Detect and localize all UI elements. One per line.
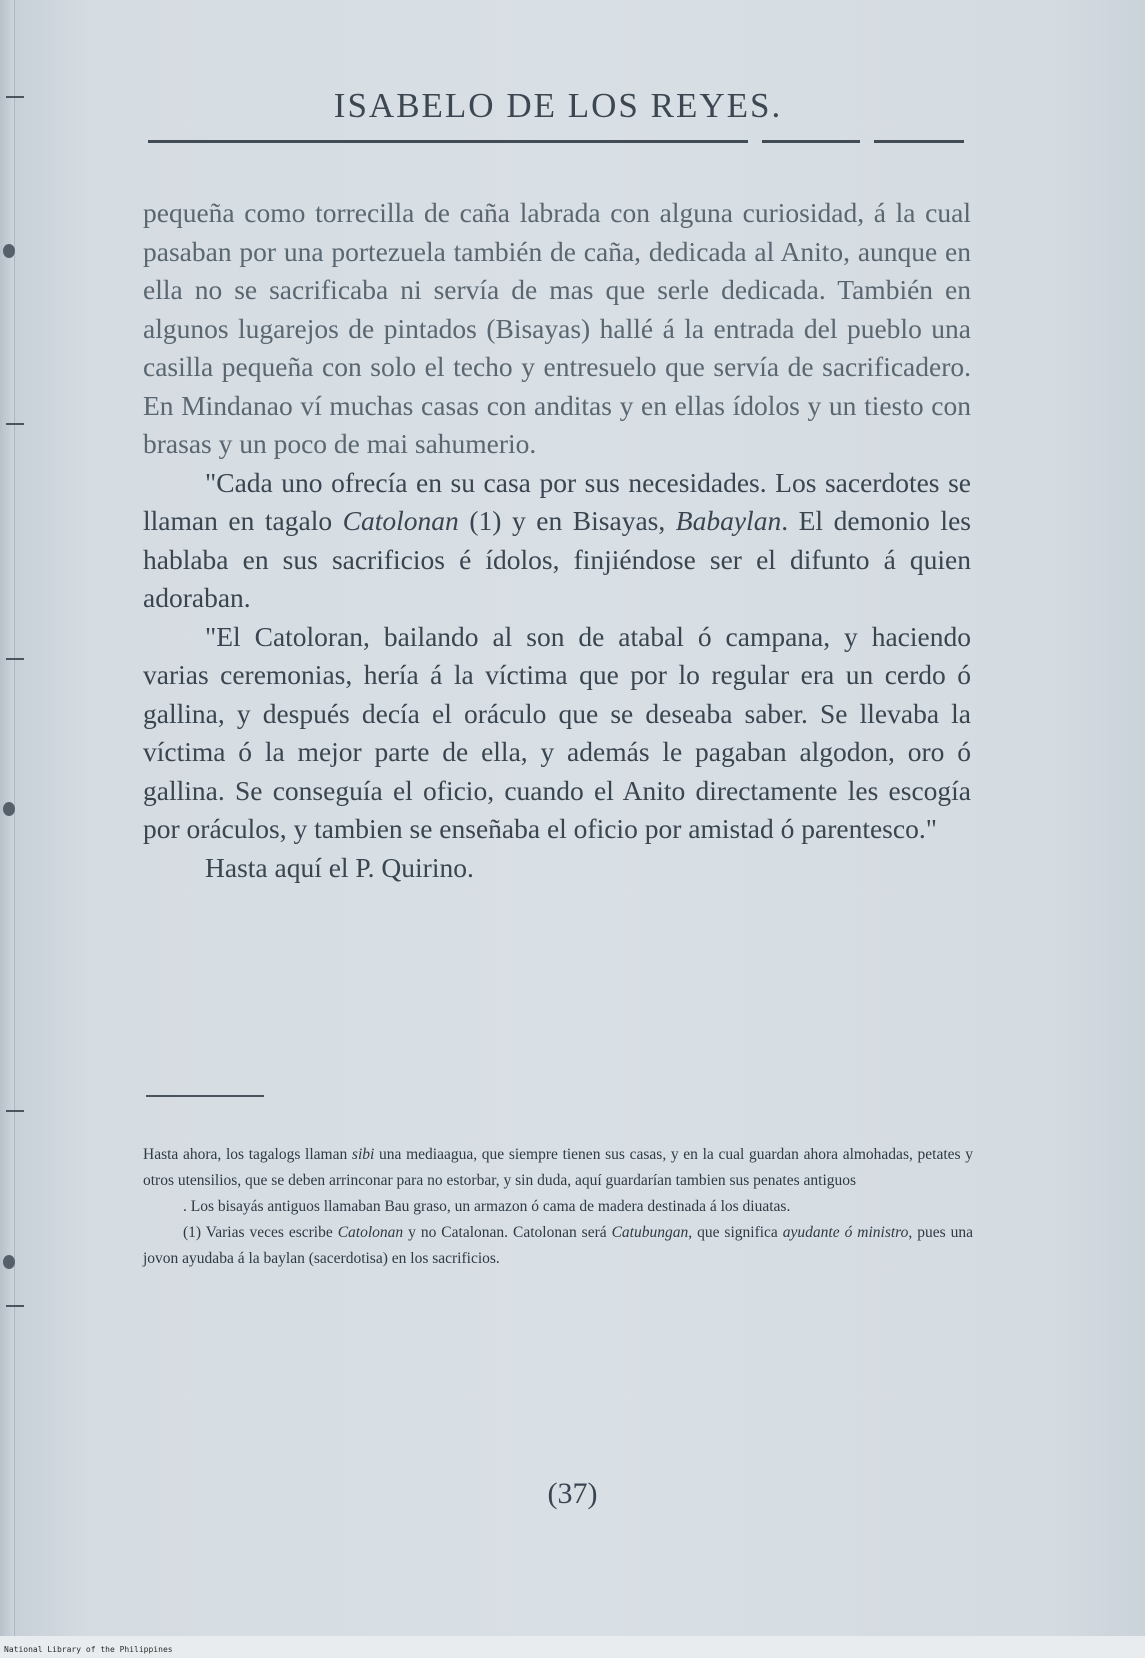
page-header <box>148 86 968 143</box>
paragraph: "Cada uno ofrecía en su casa por sus necesidades. Los sacerdotes se llaman en tagalo Catolonan (1) y en Bisayas, Babaylan. El demonio les hablaba en sus sacrificios é ídolos, finjiéndose ser el difunto á quien adoraban. <box>143 466 971 613</box>
edge-mark <box>3 1255 15 1269</box>
main-text <box>143 194 971 887</box>
page-number: (37) <box>547 1477 598 1510</box>
edge-mark <box>6 96 24 98</box>
edge-mark <box>6 1305 24 1307</box>
footnote-separator <box>146 1095 264 1097</box>
running-title: ISABELO DE LOS REYES. <box>333 86 783 125</box>
library-credit: National Library of the Philippines <box>4 1645 173 1654</box>
paragraph: pequeña como torrecilla de caña labrada con alguna curiosidad, á la cual pasaban por una portezuela también de caña, dedicada al Anito, aunque en ella no se sacrificaba ni servía de mas que serle dedicada. También en algunos lugarejos de pintados (Bisayas) hallé á la entrada del pueblo una casilla pequeña con solo el techo y entresuelo que servía de sacrificadero. En Mindanao ví muchas casas con anditas y en ellas ídolos y un tiesto con brasas y un poco de mai sahumerio. <box>143 197 971 459</box>
paragraph: "El Catoloran, bailando al son de atabal ó campana, y haciendo varias ceremonias, hería á la víctima que por lo regular era un cerdo ó gallina, y después decía el oráculo que se deseaba saber. Se llevaba la víctima ó la mejor parte de ella, y además le pagaban algodon, oro ó gallina. Se conseguía el oficio, cuando el Anito directamente les escogía por oráculos, y tambien se enseñaba el oficio por amistad ó parentesco." <box>143 620 971 844</box>
edge-mark <box>6 423 24 425</box>
edge-mark <box>6 1110 24 1112</box>
edge-mark <box>3 802 15 816</box>
footnote: Hasta ahora, los tagalogs llaman sibi una mediaagua, que siempre tienen sus casas, y en la cual guardan ahora almohadas, petates y otros utensilios, que se deben arrinconar para no estorbar, y sin duda, aquí guardarían tambien sus penates antiguos <box>143 1146 973 1189</box>
footnote: (1) Varias veces escribe Catolonan y no Catalonan. Catolonan será Catubungan, que significa ayudante ó ministro, pues una jovon ayudaba á la baylan (sacerdotisa) en los sacrificios. <box>143 1224 973 1267</box>
header-rule <box>148 140 968 143</box>
footnotes <box>143 1142 973 1272</box>
edge-mark <box>3 244 15 258</box>
paragraph: Hasta aquí el P. Quirino. <box>205 851 474 883</box>
edge-mark <box>6 658 24 660</box>
footnote: . Los bisayás antiguos llamaban Bau graso, un armazon ó cama de madera destinada á los diuatas. <box>183 1198 791 1215</box>
